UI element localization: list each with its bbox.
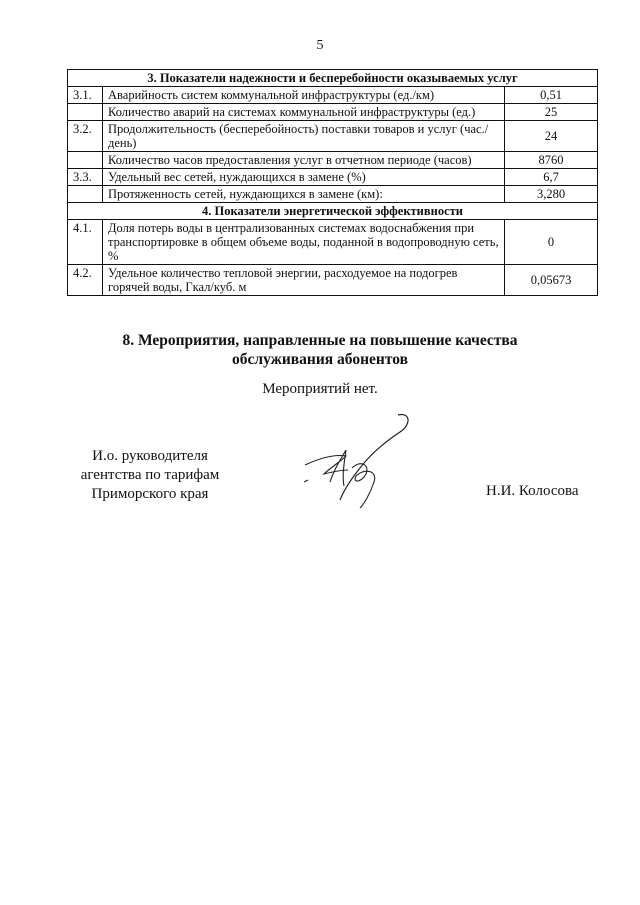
signer-position-line3: Приморского края (91, 486, 209, 502)
row-number: 3.2. (68, 121, 103, 152)
row-number (68, 152, 103, 169)
table-row (68, 220, 598, 265)
table-row (68, 121, 598, 152)
table-row (68, 87, 598, 104)
row-value: 0 (505, 220, 598, 265)
row-number: 4.2. (68, 265, 103, 296)
table-row (68, 169, 598, 186)
row-number: 3.3. (68, 169, 103, 186)
page-number: 5 (316, 38, 324, 53)
row-number: 4.1. (68, 220, 103, 265)
section-8-heading (0, 331, 640, 369)
table-row (68, 152, 598, 169)
signer-name: Н.И. Колосова (486, 483, 579, 499)
row-description: Удельный вес сетей, нуждающихся в замене (%) (103, 169, 505, 186)
row-value: 0,51 (505, 87, 598, 104)
row-description: Количество аварий на системах коммунальной инфраструктуры (ед.) (103, 104, 505, 121)
table-row (68, 104, 598, 121)
row-description: Протяженность сетей, нуждающихся в замене (км): (103, 186, 505, 203)
signer-position-line1: И.о. руководителя (92, 448, 208, 464)
row-number (68, 104, 103, 121)
section-header-row (68, 203, 598, 220)
signer-position-line2: агентства по тарифам (80, 467, 220, 483)
row-description: Удельное количество тепловой энергии, расходуемое на подогрев горячей воды, Гкал/куб. м (103, 265, 505, 296)
section-8-body: Мероприятий нет. (262, 381, 378, 397)
section-title: 3. Показатели надежности и бесперебойности оказываемых услуг (68, 70, 598, 87)
row-description: Аварийность систем коммунальной инфраструктуры (ед./км) (103, 87, 505, 104)
row-description: Количество часов предоставления услуг в отчетном периоде (часов) (103, 152, 505, 169)
section-8-heading-line2: обслуживания абонентов (232, 351, 408, 368)
row-value: 24 (505, 121, 598, 152)
section-8-heading-line1: 8. Мероприятия, направленные на повышение качества (122, 332, 518, 349)
row-description: Доля потерь воды в централизованных системах водоснабжения при транспортировке в общем объеме воды, поданной в водопроводную сеть, % (103, 220, 505, 265)
row-value: 6,7 (505, 169, 598, 186)
row-value: 25 (505, 104, 598, 121)
signer-position (55, 447, 245, 504)
section-header-row (68, 70, 598, 87)
section-title: 4. Показатели энергетической эффективности (68, 203, 598, 220)
handwritten-signature (300, 410, 415, 510)
table-row (68, 265, 598, 296)
row-value: 0,05673 (505, 265, 598, 296)
table-row (68, 186, 598, 203)
indicators-table (67, 69, 598, 296)
row-value: 3,280 (505, 186, 598, 203)
indicators-table-body (68, 70, 598, 296)
row-number: 3.1. (68, 87, 103, 104)
row-value: 8760 (505, 152, 598, 169)
row-number (68, 186, 103, 203)
row-description: Продолжительность (бесперебойность) поставки товаров и услуг (час./день) (103, 121, 505, 152)
